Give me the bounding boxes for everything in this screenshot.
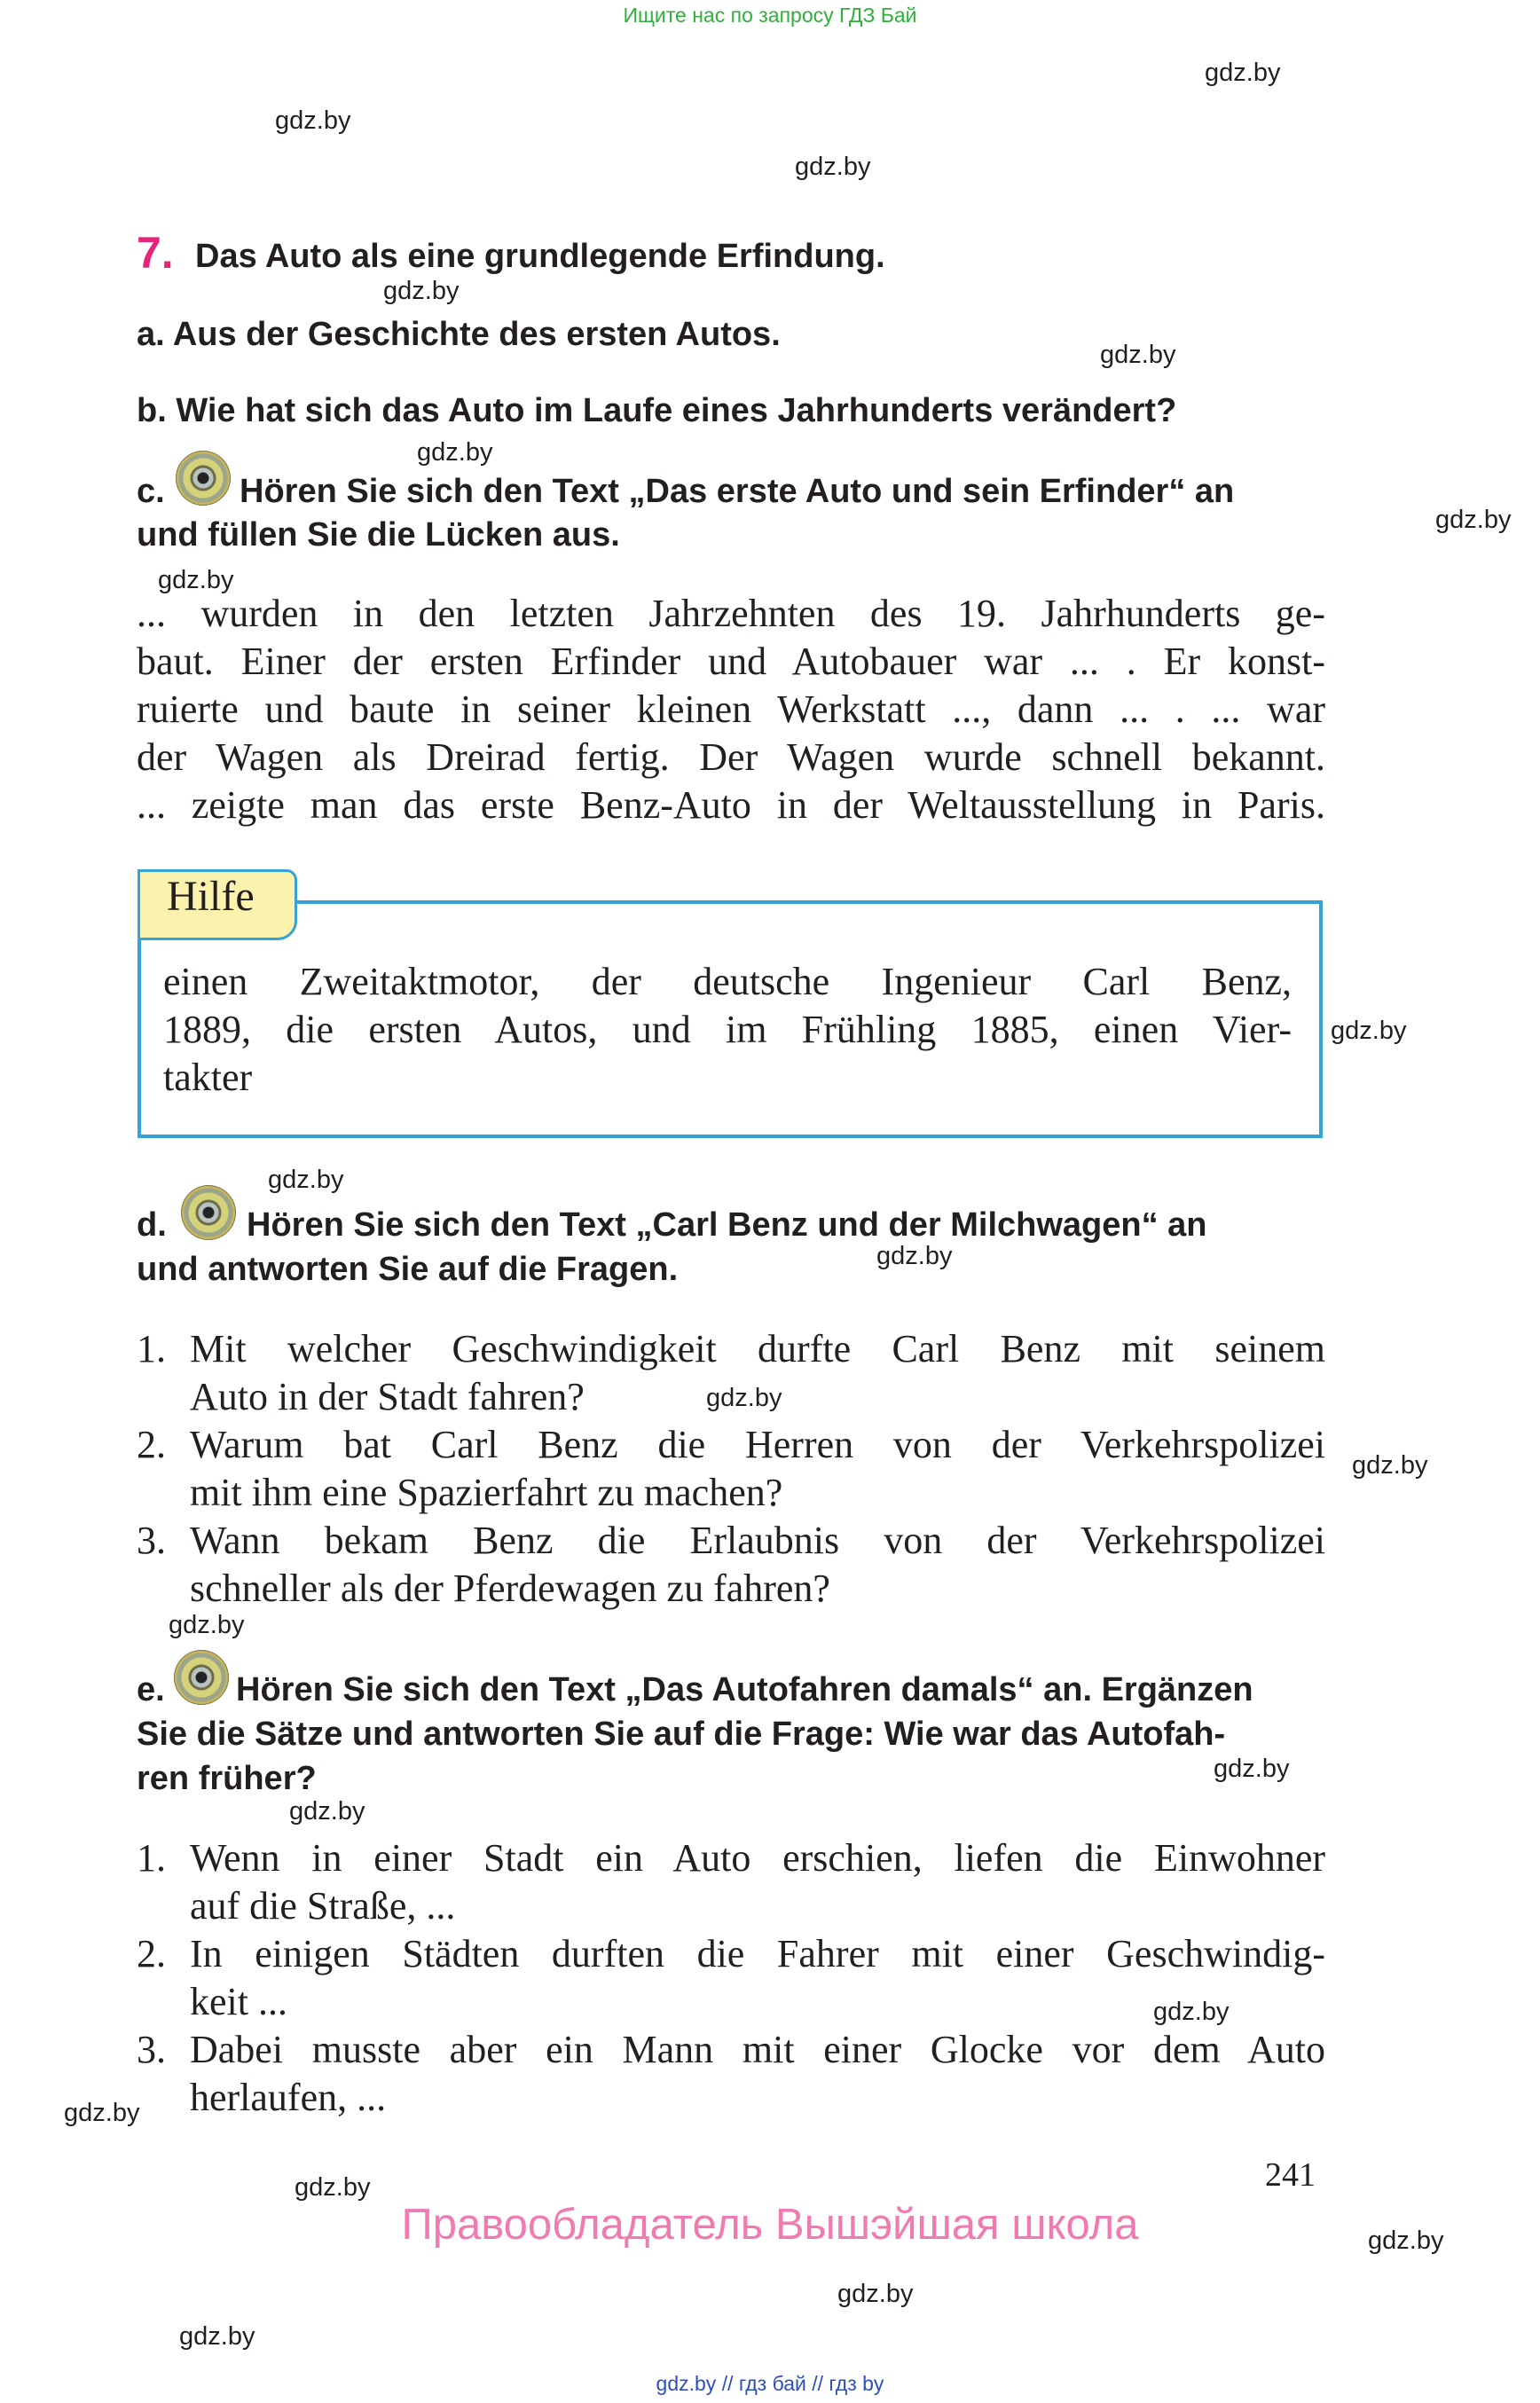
watermark: gdz.by	[179, 2322, 255, 2351]
audio-cd-icon[interactable]	[174, 1650, 229, 1705]
sentence-number: 2.	[137, 1932, 166, 1975]
hilfe-line: einen Zweitaktmotor, der deutsche Ingenieur Carl Benz,	[163, 960, 1292, 1003]
question-number: 1.	[137, 1327, 166, 1370]
sentence-line: Wenn in einer Stadt ein Auto erschien, liefen die Einwohner	[190, 1836, 1325, 1880]
watermark: gdz.by	[1435, 506, 1512, 534]
item-e-line2: Sie die Sätze und antworten Sie auf die Frage: Wie war das Autofah-	[137, 1716, 1226, 1753]
item-d-prefix: d.	[137, 1206, 167, 1244]
hilfe-content	[163, 958, 1292, 1102]
sentence-number: 1.	[137, 1836, 166, 1880]
watermark: gdz.by	[1214, 1755, 1290, 1783]
item-c-line1: Hören Sie sich den Text „Das erste Auto und sein Erfinder“ an	[240, 473, 1235, 510]
cloze-line: ... zeigte man das erste Benz-Auto in der Weltausstellung in Paris.	[137, 783, 1325, 827]
item-c-line2: und füllen Sie die Lücken aus.	[137, 516, 620, 554]
question-line: Warum bat Carl Benz die Herren von der Verkehrspolizei	[190, 1423, 1325, 1466]
watermark: gdz.by	[876, 1242, 953, 1270]
question-number: 3.	[137, 1519, 166, 1562]
page-number: 241	[1265, 2156, 1316, 2194]
item-b: b. Wie hat sich das Auto im Laufe eines Jahrhunderts verändert?	[137, 392, 1177, 429]
task-number: 7.	[137, 228, 174, 278]
sentence-line: Dabei musste aber ein Mann mit einer Glocke vor dem Auto	[190, 2028, 1325, 2071]
item-e-line1: Hören Sie sich den Text „Das Autofahren damals“ an. Ergänzen	[236, 1671, 1253, 1708]
watermark: gdz.by	[295, 2173, 371, 2202]
watermark: gdz.by	[64, 2099, 140, 2127]
watermark: gdz.by	[1100, 341, 1176, 369]
watermark: gdz.by	[158, 566, 234, 594]
item-d-line2: und antworten Sie auf die Fragen.	[137, 1251, 679, 1288]
watermark: gdz.by	[795, 153, 871, 181]
watermark: gdz.by	[383, 277, 460, 305]
question-number: 2.	[137, 1423, 166, 1466]
watermark: gdz.by	[1331, 1017, 1407, 1045]
bottom-banner-link[interactable]: gdz.by // гдз бай // гдз by	[656, 2372, 884, 2395]
audio-cd-icon[interactable]	[181, 1185, 236, 1240]
task-title: Das Auto als eine grundlegende Erfindung.	[195, 238, 885, 275]
hilfe-line: takter	[163, 1056, 253, 1099]
sentence-line: keit ...	[190, 1980, 287, 2023]
hilfe-label: Hilfe	[167, 873, 255, 920]
watermark: gdz.by	[268, 1166, 344, 1194]
watermark: gdz.by	[837, 2280, 914, 2308]
sentence-number: 3.	[137, 2028, 166, 2071]
cloze-paragraph	[137, 590, 1325, 829]
item-c-prefix: c.	[137, 473, 165, 510]
watermark: gdz.by	[1368, 2226, 1444, 2255]
watermark: gdz.by	[417, 438, 493, 467]
hilfe-line: 1889, die ersten Autos, und im Frühling 1885, einen Vier-	[163, 1008, 1292, 1051]
item-d-line1: Hören Sie sich den Text „Carl Benz und der Milchwagen“ an	[247, 1206, 1207, 1244]
cloze-line: ... wurden in den letzten Jahrzehnten des 19. Jahrhunderts ge-	[137, 592, 1325, 635]
item-e-line3: ren früher?	[137, 1760, 317, 1797]
sentence-line: auf die Straße, ...	[190, 1884, 456, 1928]
question-line: Mit welcher Geschwindigkeit durfte Carl Benz mit seinem	[190, 1327, 1325, 1370]
question-line: schneller als der Pferdewagen zu fahren?	[190, 1567, 830, 1610]
top-banner[interactable]: Ищите нас по запросу ГДЗ Бай	[623, 4, 917, 27]
watermark: gdz.by	[169, 1611, 245, 1639]
question-line: mit ihm eine Spazierfahrt zu machen?	[190, 1471, 783, 1514]
rights-holder-footer: Правообладатель Вышэйшая школа	[401, 2201, 1139, 2249]
sentence-line: herlaufen, ...	[190, 2076, 387, 2119]
watermark: gdz.by	[1205, 59, 1281, 87]
cloze-line: der Wagen als Dreirad fertig. Der Wagen wurde schnell bekannt.	[137, 735, 1325, 779]
watermark: gdz.by	[289, 1797, 365, 1826]
watermark: gdz.by	[706, 1384, 782, 1412]
cloze-line: ruierte und baute in seiner kleinen Werkstatt ..., dann ... . ... war	[137, 687, 1325, 731]
audio-cd-icon[interactable]	[176, 451, 231, 506]
sentence-line: In einigen Städten durften die Fahrer mit einer Geschwindig-	[190, 1932, 1325, 1975]
item-a: a. Aus der Geschichte des ersten Autos.	[137, 316, 781, 353]
question-line: Auto in der Stadt fahren?	[190, 1375, 585, 1418]
watermark: gdz.by	[1153, 1998, 1230, 2026]
cloze-line: baut. Einer der ersten Erfinder und Autobauer war ... . Er konst-	[137, 640, 1325, 683]
watermark: gdz.by	[1352, 1451, 1428, 1480]
watermark: gdz.by	[275, 106, 351, 135]
item-e-prefix: e.	[137, 1671, 165, 1708]
question-line: Wann bekam Benz die Erlaubnis von der Verkehrspolizei	[190, 1519, 1325, 1562]
